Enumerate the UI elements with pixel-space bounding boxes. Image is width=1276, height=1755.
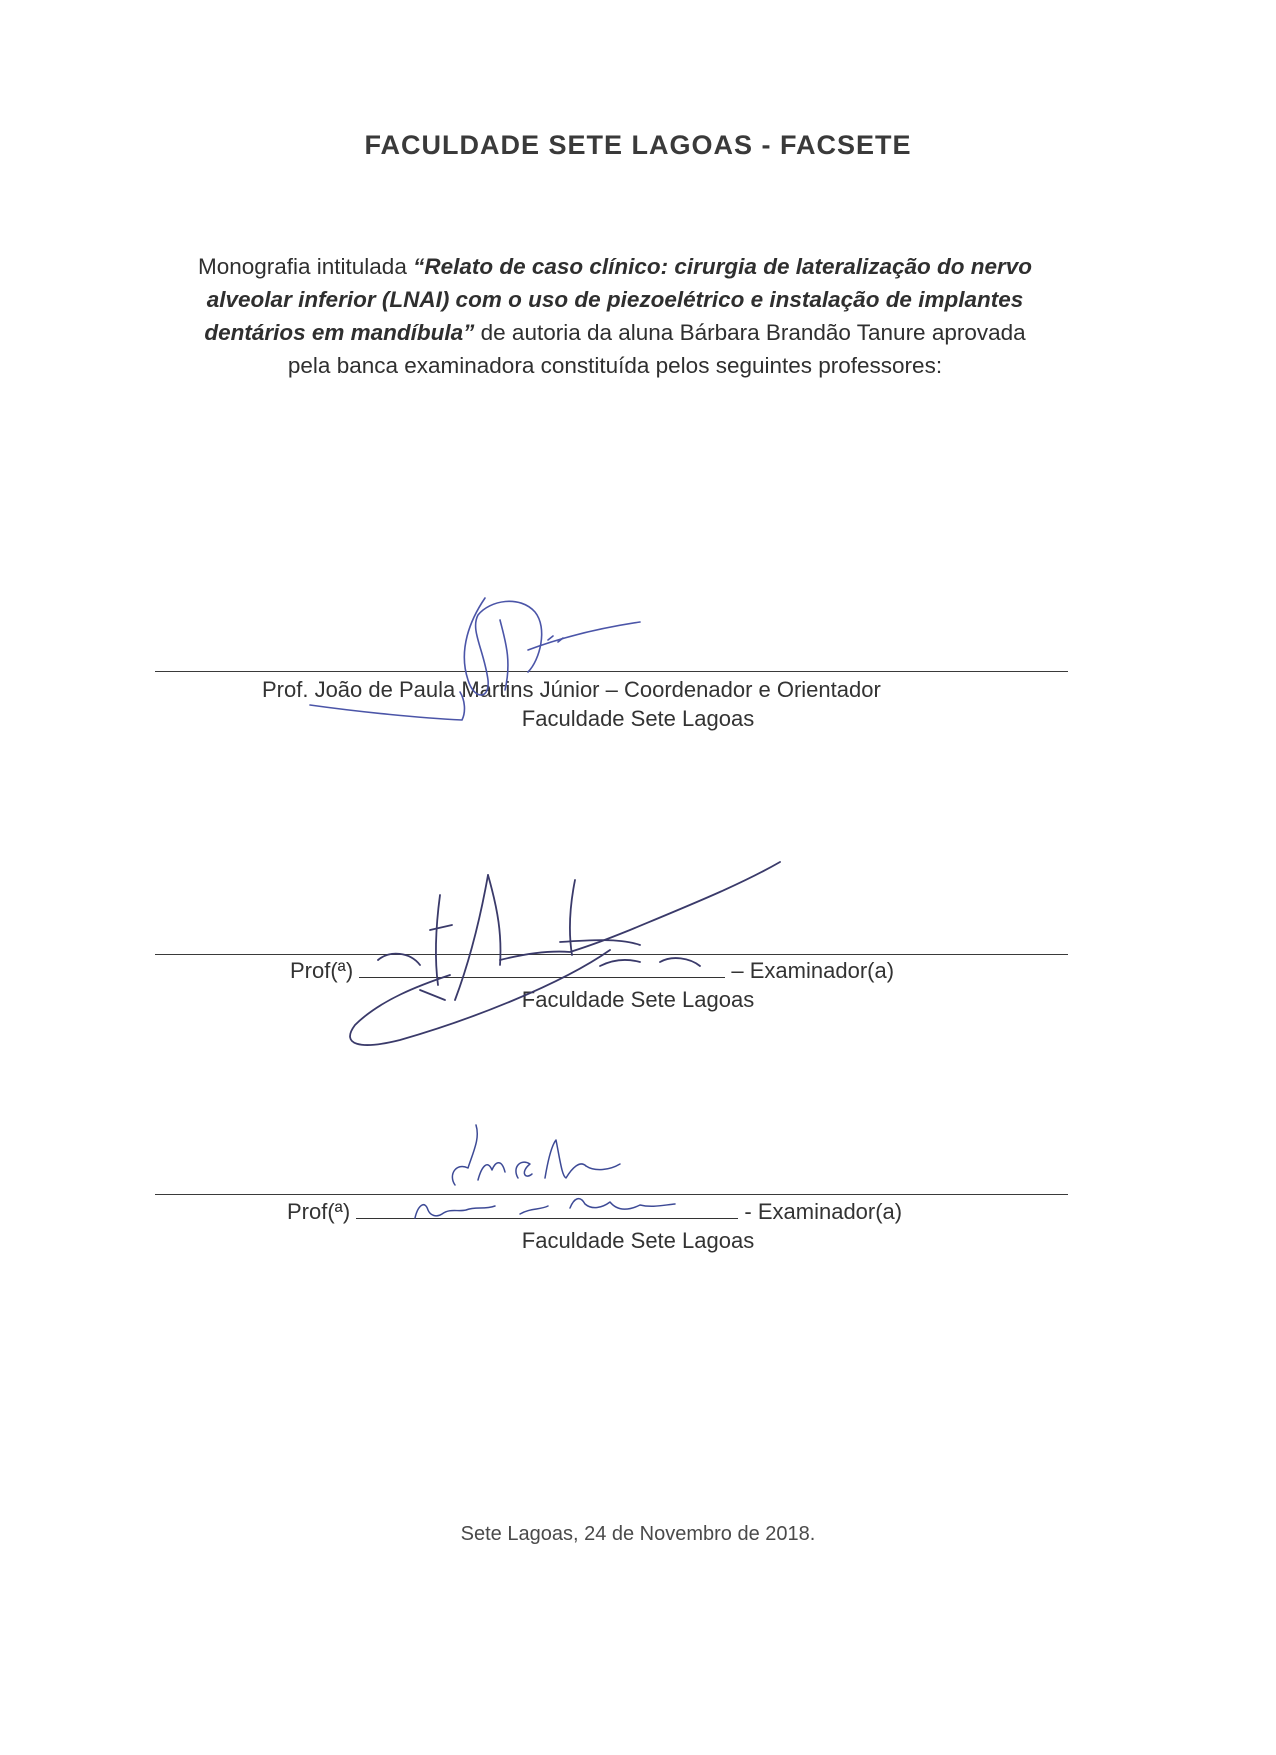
signatory-2-prefix: Prof(ª) bbox=[290, 958, 354, 983]
monograph-title: “Relato de caso clínico: cirurgia de lateralização do nervo alveolar inferior (LNAI) com o uso de piezoelétrico e instalação de implantes dentários em mandíbula” bbox=[204, 254, 1033, 345]
page-title: FACULDADE SETE LAGOAS - FACSETE bbox=[364, 130, 912, 160]
signatory-3-institution: Faculdade Sete Lagoas bbox=[521, 1228, 755, 1253]
statement-prefix: Monografia intitulada bbox=[197, 254, 414, 279]
signatory-3-prefix: Prof(ª) bbox=[287, 1199, 351, 1224]
signatory-2-institution: Faculdade Sete Lagoas bbox=[521, 987, 755, 1012]
signature-line-3 bbox=[155, 1194, 1068, 1195]
signatory-3-name-blank bbox=[356, 1217, 738, 1219]
signature-line-2 bbox=[155, 954, 1068, 955]
approval-statement bbox=[180, 250, 1050, 382]
place-date: Sete Lagoas, 24 de Novembro de 2018. bbox=[460, 1523, 816, 1545]
signatory-1-institution: Faculdade Sete Lagoas bbox=[521, 706, 755, 731]
signatory-2-name-blank bbox=[359, 976, 725, 978]
signatory-3-line bbox=[287, 1199, 902, 1225]
signature-line-1 bbox=[155, 671, 1068, 672]
signatory-2-line bbox=[290, 958, 894, 984]
signatory-3-suffix: - Examinador(a) bbox=[744, 1199, 903, 1224]
statement-suffix: de autoria da aluna Bárbara Brandão Tanure aprovada pela banca examinadora constituída pelos seguintes professores: bbox=[287, 320, 1026, 378]
signatory-2-suffix: – Examinador(a) bbox=[731, 958, 895, 983]
signatory-1-label: Prof. João de Paula Martins Júnior – Coordenador e Orientador bbox=[262, 677, 881, 702]
